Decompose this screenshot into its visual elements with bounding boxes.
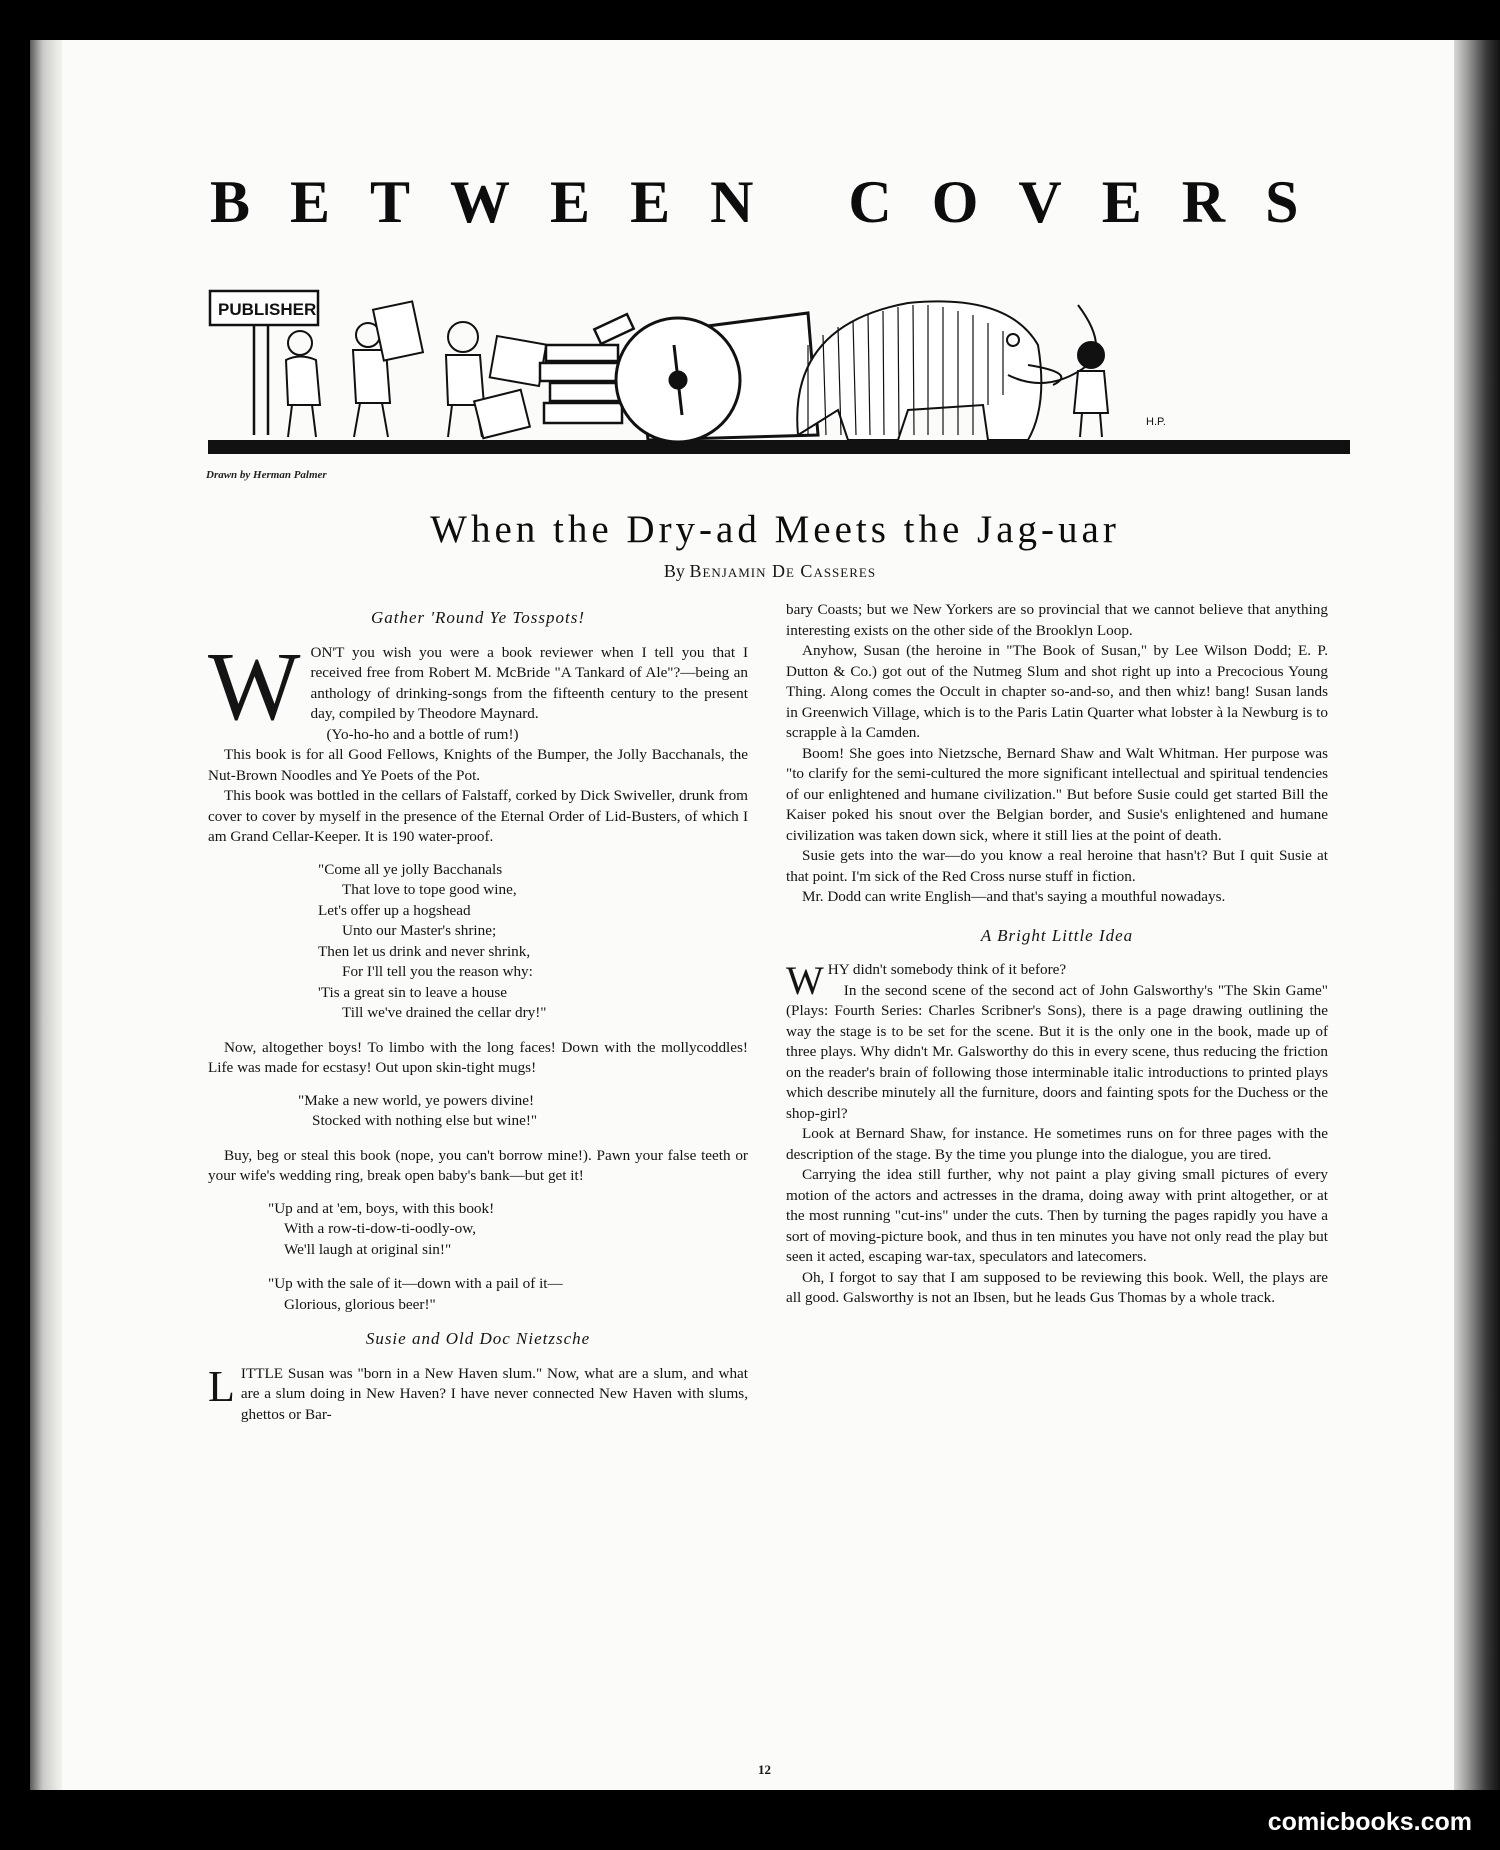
left-column (208, 600, 748, 1425)
paragraph: In the second scene of the second act of John Galsworthy's "The Skin Game" (Plays: Fourth Series: Charles Scribner's Sons), there is a page drawing outlining the way the stage is to be set for the scene. But it is the only one in the book, made up of three plays. Why didn't Mr. Galsworthy do this in every scene, thus reducing the friction on the reader's brain of following those interminable italic introductions to printed plays which describe minutely all the furniture, doors and fainting spots for the Duchess or the shop-girl? (786, 981, 1328, 1122)
verse-line: Till we've drained the cellar dry!" (342, 1004, 547, 1021)
article-title: When the Dry-ad Meets the Jag-uar (430, 508, 1120, 551)
verse-line: Stocked with nothing else but wine!" (312, 1112, 538, 1129)
paragraph: Look at Bernard Shaw, for instance. He sometimes runs on for three pages with the description of the stage. By the time you plunge into the dialogue, you are tired. (786, 1125, 1328, 1163)
verse-line: Let's offer up a hogshead (318, 901, 471, 919)
subhead-bright-idea: A Bright Little Idea (980, 925, 1134, 945)
paragraph: Mr. Dodd can write English—and that's saying a mouthful nowadays. (802, 888, 1226, 905)
paragraph: Boom! She goes into Nietzsche, Bernard Shaw and Walt Whitman. Her purpose was "to clarify for the semi-cultured the more significant intellectual and spiritual tendencies of our enlightened and humane civilization." But before Susie could get started Bill the Kaiser poked his snout over the Belgian border, and Susie's enlightened and humane civilization was taken down sick, where it still lies at the point of death. (786, 744, 1328, 844)
verse-block (208, 1091, 748, 1132)
drop-cap: W (208, 632, 301, 741)
verse-line: With a row-ti-dow-ti-oodly-ow, (284, 1220, 477, 1237)
verse-line: "Up and at 'em, boys, with this book! (268, 1199, 495, 1217)
drop-cap: L (208, 1361, 235, 1411)
verse-line: That love to tope good wine, (342, 881, 517, 898)
paragraph: HY didn't somebody think of it before? (827, 961, 1067, 978)
verse-block (208, 860, 748, 1024)
artist-signature: H.P. (1146, 416, 1166, 428)
subhead-susie: Susie and Old Doc Nietzsche (365, 1329, 591, 1348)
paragraph: bary Coasts; but we New Yorkers are so provincial that we cannot believe that anything interesting exists on the other side of the Brooklyn Loop. (786, 601, 1328, 639)
paragraph: ON'T you wish you were a book reviewer when I tell you that I received free from Robert M. McBride "A Tankard of Ale"?—being an anthology of drinking-songs from the fifteenth century to the present day, compiled by Theodore Maynard. (310, 643, 748, 722)
verse-block (208, 1274, 748, 1315)
site-watermark: comicbooks.com (1267, 1808, 1472, 1836)
mammoth (797, 301, 1096, 440)
verse-line: Then let us drink and never shrink, (318, 942, 531, 960)
byline-author: Benjamin De Casseres (689, 561, 877, 581)
verse-line: "Up with the sale of it—down with a pail of it— (268, 1275, 563, 1292)
byline (520, 561, 1020, 582)
paragraph: This book is for all Good Fellows, Knights of the Bumper, the Jolly Bacchanals, the Nut-Brown Noodles and Ye Poets of the Pot. (208, 746, 748, 784)
paragraph: Carrying the idea still further, why not paint a play giving small pictures of every motion of the actors and actresses in the drama, doing away with print altogether, or at the most running "cut-ins" under the cuts. Then by turning the pages rapidly you have a sort of moving-picture book, and thus in ten minutes you have not only read the play but seen it acted, escaping war-tax, speculators and latecomers. (786, 1166, 1328, 1265)
verse-line: We'll laugh at original sin!" (284, 1240, 452, 1258)
verse-line: 'Tis a great sin to leave a house (318, 983, 508, 1001)
page-number: 12 (758, 1762, 771, 1777)
paragraph: (Yo-ho-ho and a bottle of rum!) (326, 725, 519, 743)
caveman-figures (286, 301, 546, 438)
wheel-cart (616, 313, 818, 442)
illustration-credit: Drawn by Herman Palmer (206, 469, 327, 481)
byline-by: By (663, 561, 685, 581)
verse-line: Glorious, glorious beer!" (284, 1295, 436, 1313)
verse-line: "Make a new world, ye powers divine! (298, 1091, 535, 1109)
verse-line: "Come all ye jolly Bacchanals (318, 860, 503, 878)
paragraph: Now, altogether boys! To limbo with the long faces! Down with the mollycoddles! Life was made for ecstasy! Out upon skin-tight mugs! (208, 1038, 748, 1076)
page-edge (1454, 40, 1500, 1790)
banner-illustration (208, 285, 1350, 465)
paragraph: ITTLE Susan was "born in a New Haven slum." Now, what are a slum, and what are a slum doing in New Haven? I have never connected New Haven with slums, ghettos or Bar- (240, 1364, 748, 1423)
paragraph: This book was bottled in the cellars of Falstaff, corked by Dick Swiveller, drunk from cover to cover by myself in the presence of the Eternal Order of Lid-Busters, of which I am Grand Cellar-Keeper. It is 190 water-proof. (208, 787, 748, 845)
paragraph: Oh, I forgot to say that I am supposed to be reviewing this book. Well, the plays are all good. Galsworthy is not an Ibsen, but he leads Gus Thomas by a whole track. (786, 1268, 1328, 1306)
drop-cap: W (786, 958, 824, 1003)
paragraph: Anyhow, Susan (the heroine in "The Book of Susan," by Lee Wilson Dodd; E. P. Dutton & Co.) got out of the Nutmeg Slum and shot right up into a Precocious Young Thing. Along comes the Occult in chapter so-and-so, and then whiz! bang! Susan lands in Greenwich Village, which is to the Paris Latin Quarter what lobster à la Newburg is to scrapple à la Camden. (786, 642, 1328, 741)
paragraph: Susie gets into the war—do you know a real heroine that hasn't? But I quit Susie at that point. I'm sick of the Red Cross nurse stuff in fiction. (786, 847, 1328, 885)
masthead: BETWEEN COVERS (210, 169, 1339, 235)
verse-block (208, 1199, 748, 1261)
ground-bar (208, 440, 1350, 454)
subhead-tosspots: Gather 'Round Ye Tosspots! (371, 608, 585, 627)
sign-label: PUBLISHER (218, 300, 317, 319)
verse-line: Unto our Master's shrine; (342, 922, 497, 939)
paragraph: Buy, beg or steal this book (nope, you can't borrow mine!). Pawn your false teeth or your wife's wedding ring, break open baby's bank—but get it! (208, 1146, 748, 1184)
binding-spine (30, 40, 62, 1790)
small-figure (1074, 342, 1108, 437)
right-column (786, 600, 1328, 1309)
verse-line: For I'll tell you the reason why: (342, 963, 533, 980)
